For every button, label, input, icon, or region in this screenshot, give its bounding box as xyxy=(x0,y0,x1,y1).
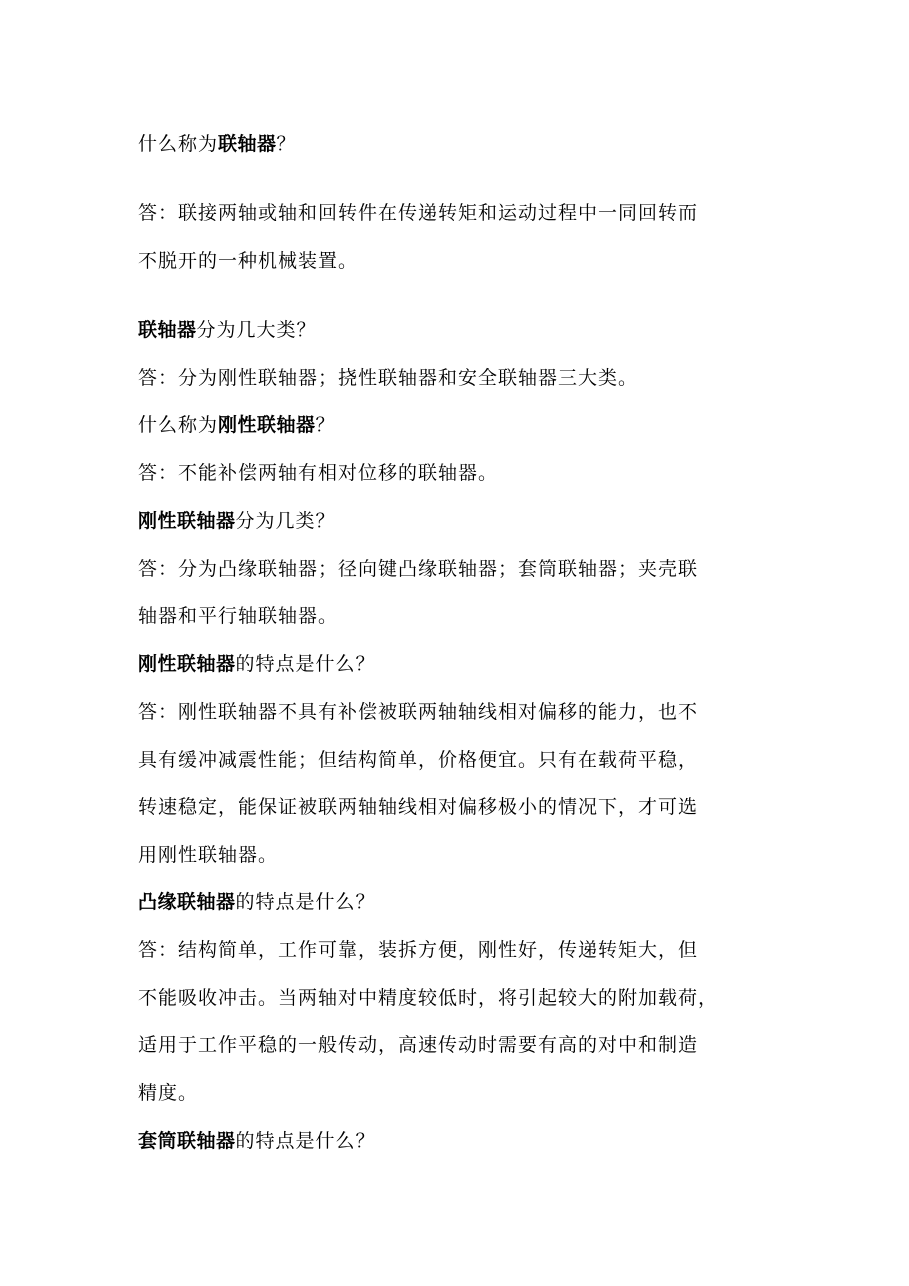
answer-5-line-3: 转速稳定，能保证被联两轴轴线相对偏移极小的情况下，才可选 xyxy=(138,796,699,818)
question-3-term: 刚性联轴器 xyxy=(218,414,316,436)
question-1-term: 联轴器 xyxy=(218,133,277,155)
answer-5-line-4: 用刚性联轴器。 xyxy=(138,844,279,866)
question-3-pre: 什么称为 xyxy=(138,414,219,436)
question-6-post: 的特点是什么？ xyxy=(235,891,376,913)
question-5-term: 刚性联轴器 xyxy=(138,653,236,675)
answer-3-line-1: 答：不能补偿两轴有相对位移的联轴器。 xyxy=(138,462,499,484)
question-5 xyxy=(138,652,376,676)
question-4-post: 分为几类？ xyxy=(235,510,336,532)
question-6 xyxy=(138,890,376,914)
answer-5-line-2: 具有缓冲减震性能；但结构简单，价格便宜。只有在载荷平稳， xyxy=(138,749,699,771)
question-1-post: ？ xyxy=(276,133,297,155)
question-4 xyxy=(138,509,336,533)
answer-4-line-1: 答：分为凸缘联轴器；径向键凸缘联轴器；套筒联轴器；夹壳联 xyxy=(138,558,699,580)
answer-6-line-2: 不能吸收冲击。当两轴对中精度较低时，将引起较大的附加载荷， xyxy=(138,987,719,1009)
question-7 xyxy=(138,1129,376,1153)
question-2-post: 分为几大类？ xyxy=(196,319,317,341)
question-4-term: 刚性联轴器 xyxy=(138,510,236,532)
answer-1-line-2: 不脱开的一种机械装置。 xyxy=(138,250,359,272)
answer-6-line-3: 适用于工作平稳的一般传动，高速传动时需要有高的对中和制造 xyxy=(138,1034,699,1056)
question-7-post: 的特点是什么？ xyxy=(235,1130,376,1152)
answer-4-line-2: 轴器和平行轴联轴器。 xyxy=(138,605,339,627)
question-2-term: 联轴器 xyxy=(138,319,197,341)
question-1-pre: 什么称为 xyxy=(138,133,219,155)
answer-6-line-1: 答：结构简单，工作可靠，装拆方便，刚性好，传递转矩大，但 xyxy=(138,939,699,961)
question-3 xyxy=(138,413,336,437)
answer-2-line-1: 答：分为刚性联轴器；挠性联轴器和安全联轴器三大类。 xyxy=(138,367,639,389)
question-3-post: ？ xyxy=(315,414,336,436)
question-7-term: 套筒联轴器 xyxy=(138,1130,236,1152)
question-5-post: 的特点是什么？ xyxy=(235,653,376,675)
question-6-term: 凸缘联轴器 xyxy=(138,891,236,913)
question-2 xyxy=(138,318,317,342)
question-1 xyxy=(138,132,297,156)
answer-5-line-1: 答：刚性联轴器不具有补偿被联两轴轴线相对偏移的能力，也不 xyxy=(138,701,699,723)
answer-6-line-4: 精度。 xyxy=(138,1082,199,1104)
answer-1-line-1: 答：联接两轴或轴和回转件在传递转矩和运动过程中一同回转而 xyxy=(138,202,699,224)
